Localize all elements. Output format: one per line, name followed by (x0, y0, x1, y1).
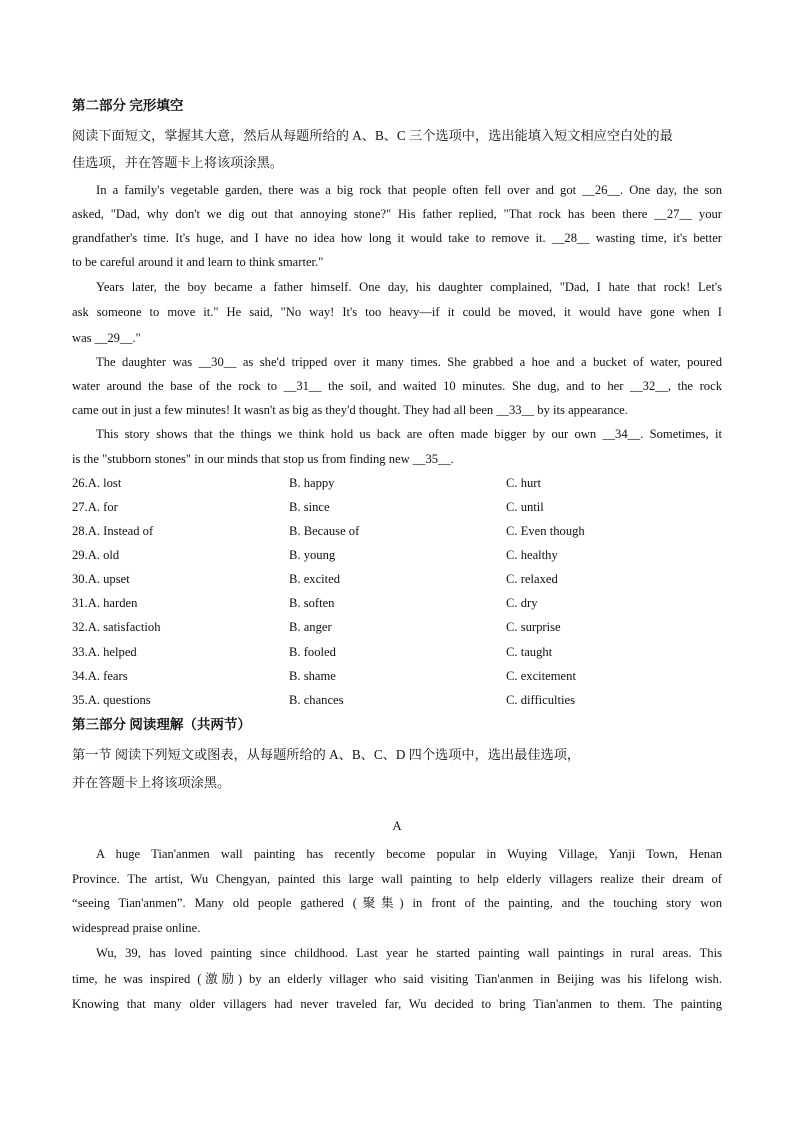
option-27-a: 27.A. for (72, 500, 118, 514)
option-28-b: B. Because of (289, 524, 360, 538)
reading-passage-line-2: Province. The artist, Wu Chengyan, painted this large wall painting to help elderly villagers realize their dream of (72, 872, 722, 886)
part3-instruction-line-1: 第一节 阅读下列短文或图表，从每题所给的 A、B、C、D 四个选项中，选出最佳选项， (72, 747, 581, 762)
option-29-b: B. young (289, 548, 336, 562)
part2-instruction-line-1: 阅读下面短文，掌握其大意，然后从每题所给的 A、B、C 三个选项中，选出能填入短文相应空白处的最 (72, 128, 673, 143)
option-33-a: 33.A. helped (72, 645, 137, 659)
option-30-c: C. relaxed (506, 572, 558, 586)
option-31-c: C. dry (506, 596, 538, 610)
option-30-a: 30.A. upset (72, 572, 130, 586)
reading-passage-line-5: Wu, 39, has loved painting since childhood. Last year he started painting wall paintings in rural areas. This (96, 946, 722, 960)
option-28-a: 28.A. Instead of (72, 524, 154, 538)
option-28-c: C. Even though (506, 524, 585, 538)
cloze-passage-line-3: grandfather's time. It's huge, and I have no idea how long it would take to remove it. __28__ wasting time, it's better (72, 231, 722, 245)
reading-passage-line-3: “seeing Tian'anmen”. Many old people gathered (聚集) in front of the painting, and the touching story won (72, 896, 722, 910)
part3-heading: 第三部分 阅读理解（共两节） (72, 717, 251, 732)
cloze-passage-line-4: to be careful around it and learn to think smarter." (72, 255, 324, 269)
option-31-a: 31.A. harden (72, 596, 138, 610)
part3-instruction-line-2: 并在答题卡上将该项涂黑。 (72, 775, 231, 790)
cloze-passage-line-7: was __29__." (72, 331, 141, 345)
reading-passage-line-1: A huge Tian'anmen wall painting has recently become popular in Wuying Village, Yanji Town, Henan (96, 847, 722, 861)
option-35-a: 35.A. questions (72, 693, 151, 707)
option-26-a: 26.A. lost (72, 476, 122, 490)
option-29-c: C. healthy (506, 548, 558, 562)
cloze-passage-line-2: asked, "Dad, why don't we dig out that annoying stone?" His father replied, "That rock has been there __27__ your (72, 207, 722, 221)
cloze-passage-line-11: This story shows that the things we think hold us back are often made bigger by our own __34__. Sometimes, it (96, 427, 722, 441)
option-33-c: C. taught (506, 645, 553, 659)
cloze-passage-line-1: In a family's vegetable garden, there was a big rock that people often fell over and got __26__. One day, the son (96, 183, 722, 197)
option-27-c: C. until (506, 500, 544, 514)
option-26-c: C. hurt (506, 476, 541, 490)
option-33-b: B. fooled (289, 645, 336, 659)
option-34-a: 34.A. fears (72, 669, 128, 683)
option-32-c: C. surprise (506, 620, 561, 634)
part2-instruction-line-2: 佳选项，并在答题卡上将该项涂黑。 (72, 155, 283, 170)
option-31-b: B. soften (289, 596, 335, 610)
reading-passage-line-4: widespread praise online. (72, 921, 201, 935)
option-26-b: B. happy (289, 476, 335, 490)
section-label-a: A (392, 819, 402, 833)
cloze-passage-line-5: Years later, the boy became a father himself. One day, his daughter complained, "Dad, I hate that rock! Let's (96, 280, 722, 294)
cloze-passage-line-6: ask someone to move it." He said, "No way! It's too heavy—if it could be moved, it would have gone when I (72, 305, 722, 319)
option-35-b: B. chances (289, 693, 344, 707)
cloze-passage-line-12: is the "stubborn stones" in our minds that stop us from finding new __35__. (72, 452, 454, 466)
option-29-a: 29.A. old (72, 548, 120, 562)
cloze-passage-line-8: The daughter was __30__ as she'd tripped over it many times. She grabbed a hoe and a bucket of water, poured (96, 355, 722, 369)
reading-passage-line-7: Knowing that many older villagers had never traveled far, Wu decided to bring Tian'anmen to them. The painting (72, 997, 722, 1011)
option-34-c: C. excitement (506, 669, 576, 683)
reading-passage-line-6: time, he was inspired (激励) by an elderly villager who said visiting Tian'anmen in Beijing was his lifelong wish. (72, 972, 722, 986)
part2-heading: 第二部分 完形填空 (72, 98, 184, 113)
option-30-b: B. excited (289, 572, 341, 586)
option-32-a: 32.A. satisfactioh (72, 620, 161, 634)
option-35-c: C. difficulties (506, 693, 576, 707)
option-34-b: B. shame (289, 669, 336, 683)
option-27-b: B. since (289, 500, 330, 514)
option-32-b: B. anger (289, 620, 332, 634)
cloze-passage-line-9: water around the base of the rock to __31__ the soil, and waited 10 minutes. She dug, and to her __32__, the rock (72, 379, 722, 393)
cloze-passage-line-10: came out in just a few minutes! It wasn't as big as they'd thought. They had all been __33__ by its appearance. (72, 403, 628, 417)
